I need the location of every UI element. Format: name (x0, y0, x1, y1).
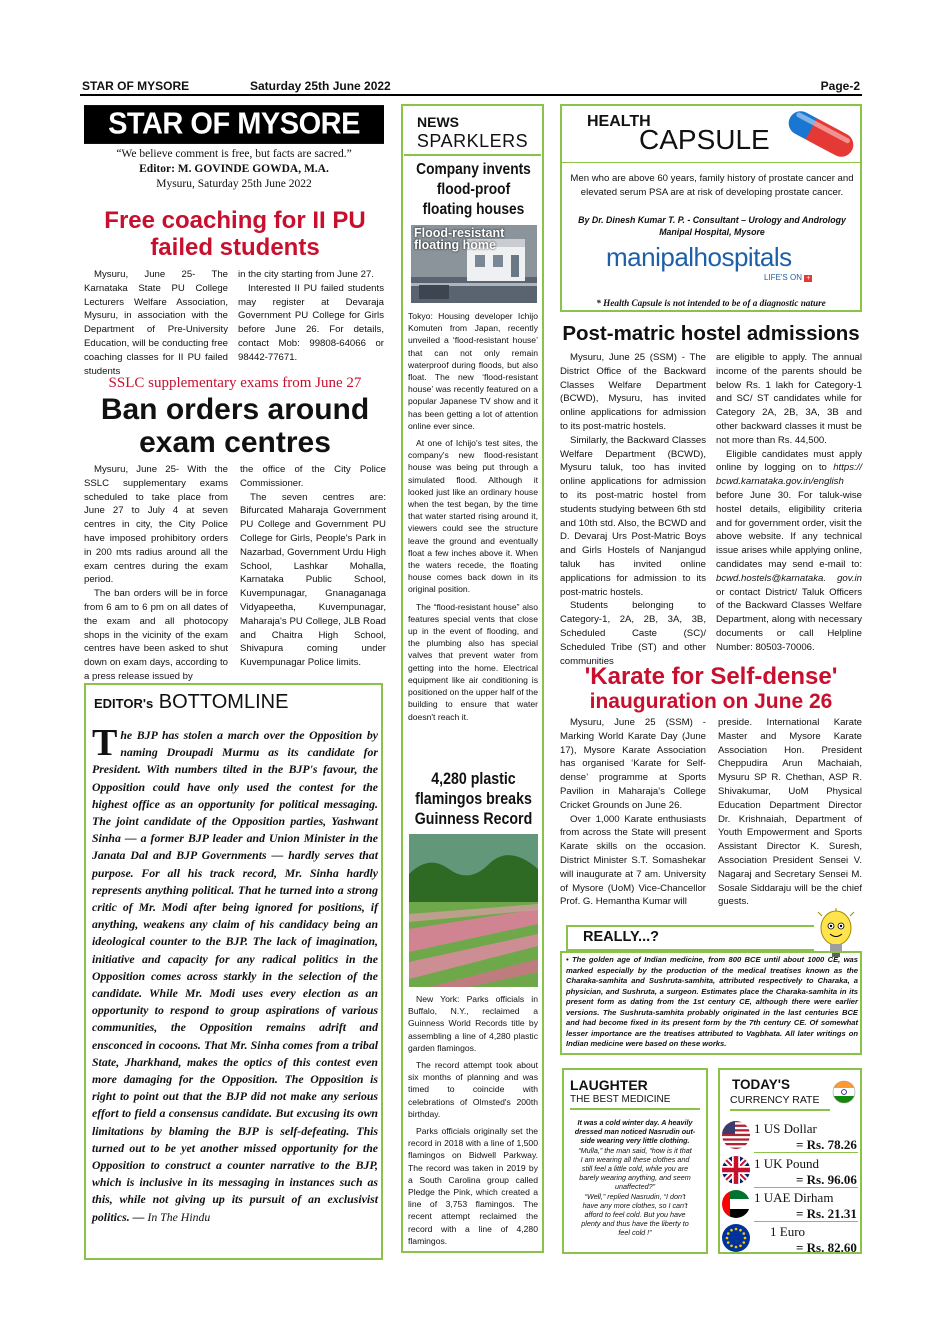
health-body: Men who are above 60 years, family history of prostate cancer and elevated serum PSA are at risk of developing prostate cancer. (570, 173, 854, 198)
flood-photo-caption: Flood-resistant floating home (414, 226, 505, 252)
hostel-website-link[interactable]: https:// bcwd.karnataka.gov.in/english (716, 462, 862, 488)
bottomline-second-line: by naming Droupadi Murmu as its candidate for (120, 728, 379, 760)
laughter-line-4: “Mulla,” the man said, “how is it that (578, 1145, 692, 1155)
header-page-number: Page-2 (820, 79, 860, 93)
aed-label: 1 UAE Dirham (754, 1190, 834, 1205)
hostel-email-link[interactable]: bcwd.hostels@karnataka. gov.in (716, 572, 862, 584)
sparkler1-p3: The “flood-resistant house” also features special vents that close up in the event of flooding, and the plumbing also has special valves that prevent water from getting into the home. Electrical equipment like air conditioning is positioned on the upper half of the building to ensure that water doesn't reach it. (408, 601, 538, 722)
hostel-text-3: Students belonging to Category-1, 2A, 2B, 3A, 3B, Scheduled Caste (SC)/ Scheduled Tribe (ST) and other communities (560, 600, 706, 667)
usd-value: = Rs. 78.26 (796, 1137, 857, 1152)
us-flag-icon (721, 1120, 751, 1150)
flamingo-image (409, 834, 538, 987)
karate-text-1: Mysuru, June 25 (SSM) - Marking World Karate Day (June 17), Mysore Karate Association has organised ‘Karate for Self-dense’ programme at Sports Pavilion in Maharaja's College Cricket Grounds on June 26. (560, 717, 706, 811)
health-label1: HEALTH (587, 113, 651, 130)
masthead-title: STAR OF MYSORE (84, 105, 384, 144)
exams-text-3: the office of the City Police Commissioner. (240, 464, 386, 489)
coaching-text-3: Interested II PU failed students may register at Devaraja Government PU College for Girls before June 26. For details, contact Mob: 99808-64066 or 98442-77671. (238, 282, 384, 363)
sparkler1-p2: At one of Ichijo's test sites, the company's new flood-resistant house was being put through a simulated flood. Although it looked just like an ordinary house when the test began, by the time that water started rising around it, viewers could see the structure leave the ground and eventually float a few inches above it. When the waters recede, the floating house comes back down in its original position. (408, 438, 538, 595)
bottomline-dropcap: T (92, 722, 118, 764)
coaching-headline (80, 207, 390, 261)
really-text: The golden age of Indian medicine, from 800 BCE until about 1000 CE, was marked especially by the production of the medical treatises known as the Charaka-samhita and Sushruta-samhita, attributed respectively to Charaka, a physician, and Sushruta, a surgeon. Estimates place the Charaka-samhita in its present form as dating from the 1st century CE, although there were earlier versions. The Sushruta-samhita probably originated in the last centuries BCE and had become fixed in its present form by the 7th century CE. Of somewhat lesser importance are the treatises attributed to Vagbhata. All later writings on Indian medicine were based on these works. (566, 955, 858, 1048)
aed-value: = Rs. 21.31 (796, 1206, 857, 1221)
health-byline-hospital: Manipal Hospital, Mysore (659, 227, 765, 237)
header-paper-name: STAR OF MYSORE (82, 79, 190, 93)
really-body (566, 955, 858, 1050)
bottomline-body (92, 722, 379, 1226)
coaching-headline-line2: failed students (150, 234, 320, 261)
gbp-label: 1 UK Pound (754, 1156, 820, 1171)
laughter-line-13: feel cold !” (618, 1228, 652, 1238)
currency-divider (754, 1152, 858, 1153)
page-header (80, 78, 862, 96)
plus-icon: + (806, 275, 811, 282)
laughter-line-9: “Well,” replied Nasrudin, “I don't (584, 1191, 686, 1201)
health-label2: CAPSULE (639, 124, 770, 155)
sparkler1-body (408, 310, 538, 723)
hostel-text-5: Eligible candidates must apply online by logging on to (716, 448, 862, 474)
laughter-line-5: I am wearing all these clothes and (580, 1154, 690, 1164)
masthead-block (84, 147, 384, 192)
currency-label1: TODAY'S (732, 1077, 790, 1092)
karate-text-2: Over 1,000 Karate enthusiasts from across the State will present Karate skills on the occasion. District Minister S.T. Somashekar will inaugurate at 7 am. University of Mysore (UoM) Vice-Chancellor Prof. G. Hemantha Kumar will (560, 813, 706, 908)
laughter-line-12: plenty and thus have the liberty to (581, 1219, 689, 1229)
eur-label: 1 Euro (770, 1224, 806, 1239)
sparkler2-body (408, 993, 538, 1247)
capsule-pill-icon (780, 108, 862, 160)
flood-house-photo (411, 225, 537, 303)
coaching-col2 (238, 268, 384, 365)
health-byline-doctor: By Dr. Dinesh Kumar T. P. - Consultant – Urology and Andrology (578, 215, 846, 225)
sparkler1-p1: Tokyo: Housing developer Ichijo Komuten from Japan, recently unveiled a ‘flood-resistant house’ that can not only remain waterproof during floods, but also float. The new ‘flood-resistant house’ was recently featured on a popular Japanese TV show and it has been getting a lot of attention online ever since. (408, 311, 538, 431)
sparkler2-p2: The record attempt took about six months of planning and was timed to coincide with celebrations of Olmsted's 200th birthday. (408, 1060, 538, 1119)
hostel-text-1: Mysuru, June 25 (SSM) - The District Office of the Backward Classes Welfare Department (BCWD), Mysuru, has invited online applications for admission to its post-matric hostels. (560, 352, 706, 432)
manipal-logo: manipalhospitals (606, 242, 792, 272)
bottomline-label-light: BOTTOMLINE (158, 691, 289, 713)
currency-divider (754, 1221, 858, 1222)
gbp-value: = Rs. 96.06 (796, 1172, 857, 1187)
exams-col1 (84, 463, 228, 684)
exams-headline-line1: Ban orders around (100, 393, 370, 426)
bottomline-label (94, 690, 374, 714)
header-date: Saturday 25th June 2022 (250, 79, 391, 93)
really-bullet-icon: • (566, 955, 569, 964)
manipal-tagline: LIFE'S ON (764, 273, 802, 282)
coaching-col1 (84, 268, 228, 378)
karate-headline (560, 664, 862, 714)
laughter-line-2: dressed man noticed Nasrudin out- (574, 1127, 696, 1137)
coaching-headline-line1: Free coaching for II PU (104, 207, 366, 234)
exams-text-4: The seven centres are: Bifurcated Maharaja Government PU College and Government PU College for Girls, People's Park in Nazarbad, Government Urdu High School, Lashkar Mohalla, Karnataka Public School, Kuvempunagar, Gnanaganaga Vidyapeetha, Kuvempunagar, Maharaja's PU College, JLB Road and Chaitra High School, Shivapura coming under Kuvempunagar Police limits. (240, 491, 386, 669)
coaching-text-1: Mysuru, June 25- The Karnataka State PU College Lecturers Welfare Association, Mysuru, in association with the Department of Pre-University Education, will be conducting free coaching classes for II PU failed students (84, 269, 228, 377)
hostel-text-4: are eligible to apply. The annual income of the parents should be below Rs. 1 lakh for Category-1 and SC/ ST candidates while for Category 2A, 2B, 3A, 3B and other backward classes it must be not more than Rs. 44,500. (716, 352, 862, 446)
currency-label2: CURRENCY RATE (730, 1094, 830, 1111)
exams-text-2: The ban orders will be in force from 6 am to 6 pm on all dates of the exam and all photocopy shops in the vicinity of the exam centres have been asked to shut down on exam days, according to a press release issued by (84, 588, 228, 682)
eu-flag-icon (721, 1223, 751, 1253)
india-flag-icon (832, 1080, 856, 1104)
usd-label: 1 US Dollar (754, 1121, 817, 1136)
bottomline-first-line: he BJP has stolen a march over the Opposition (120, 728, 363, 742)
karate-text-3: preside. International Karate Master and Mysore Karate Association Hon. President Cheppudira Arun Machaiah, Mysuru SP R. Chethan, ASP R. Shivakumar, UoM Physical Education Department Director Dr. Krishnaiah, Department of Youth Empowerment and Sports Assistant Director K. Suresh, Association President Sensei V. Nagaraj and Secretary Sensei M. Sosale Siddaraju will be the chief guests. (718, 717, 862, 908)
exams-kicker: SSLC supplementary exams from June 27 (108, 375, 362, 391)
karate-col2 (718, 716, 862, 909)
laughter-body (564, 1118, 706, 1238)
sparklers-label2: SPARKLERS (404, 131, 541, 156)
laughter-line-3: side wearing very little clothing. (580, 1136, 690, 1146)
masthead-motto: “We believe comment is free, but facts are sacred.” (116, 148, 352, 160)
sparkler2-p3: Parks officials originally set the record in 2018 with a line of 1,500 flamingos on Bidwell Parkway. The record was taken in 2019 by a South Carolina group called Pledge the Pink, which created a line of 3,753 flamingos. The recent attempt reclaimed the record with a line of 4,280 flamingos. (408, 1126, 538, 1246)
laughter-line-10: have any more clothes, so I can't (582, 1200, 688, 1210)
hostel-text-6: before June 30. For taluk-wise hostel details, eligibility criteria and for government order, visit the above website. If any technical issue arises while applying online, candidates may send e-mail to: (716, 489, 862, 570)
laughter-line-8: unaffected?” (615, 1182, 655, 1192)
exams-headline-line2: exam centres (139, 426, 331, 459)
bottomline-label-bold: EDITOR's (94, 696, 154, 711)
eur-value: = Rs. 82.60 (796, 1240, 857, 1255)
uk-flag-icon (721, 1155, 751, 1185)
manipal-logo-tag (764, 273, 812, 282)
health-byline (567, 214, 857, 238)
sparklers-label1: NEWS (417, 114, 459, 130)
sparkler2-p1: New York: Parks officials in Buffalo, N.Y., reclaimed a Guinness World Records title by assembling a line of 4,280 plastic garden flamingos. (408, 994, 538, 1053)
masthead-editor: Editor: M. GOVINDE GOWDA, M.A. (139, 163, 329, 175)
hostel-text-2: Similarly, the Backward Classes Welfare Department (BCWD), Mysuru taluk, too has invited online applications for admission to its post-matric hostel from students studying between 6th std and 10th std. Also, the BCWD and D. Devaraj Urs Post-Matric Boys and Girls Hostels of Nanjangud taluk has invited online applications for admission to its post-matric hostels. (560, 434, 706, 598)
sparkler1-headline: Company invents flood-proof floating houses (416, 161, 531, 218)
exams-col2 (240, 463, 386, 670)
sparkler2-headline: 4,280 plastic flamingos breaks Guinness Record (414, 770, 533, 828)
karate-headline-line2: inauguration on June 26 (589, 690, 833, 713)
hostel-text-7: or contact District/ Taluk Officers of the Backward Classes Welfare Department, along with necessary documents or call Helpline Number: 80503-70006. (716, 586, 862, 653)
exams-text-1: Mysuru, June 25- With the SSLC supplementary exams scheduled to take place from June 27 to July 4 at seven centres in city, the City Police have imposed prohibitory orders in 200 mts radius around all the exam centres during the exam period. (84, 464, 228, 586)
flamingo-photo (409, 834, 538, 987)
laughter-line-7: barely wearing anything, and seem (579, 1173, 691, 1183)
hostel-headline: Post-matric hostel admissions (562, 322, 860, 345)
laughter-label2: THE BEST MEDICINE (570, 1094, 700, 1110)
laughter-line-6: still feel a little cold, while you are (581, 1164, 689, 1174)
bottomline-source: In The Hindu (147, 1209, 211, 1224)
really-label: REALLY...? (583, 929, 660, 945)
hostel-col1 (560, 351, 706, 668)
laughter-line-11: afford to feel cold. But you have (584, 1210, 686, 1220)
karate-headline-line1: 'Karate for Self-dense' (584, 663, 838, 690)
exams-headline (80, 393, 390, 459)
bottomline-text: President. With numbers tilted in the BJP's favour, the Opposition could have only used the contest for the highest office as an opportunity for political messaging. The joint candidate of the Opposition parties, Yashwant Sinha — a former BJP leader and Union Minister in the Janata Dal and BJP Governments — hardly serves that purpose. For all his track record, Mr. Sinha hardly represents anything political. That he turned into a strong critic of Mr. Modi after being ignored for positions, if anything, weakens any claim of his candidacy being an ideological counter to the BJP. The lack of imagination, initiative and capacity for any radical politics in the Opposition comes across starkly in the selection of the candidate. While Mr. Modi uses every election as an opportunity to respond to group aspirations of various communities, the Opposition remains adrift and ensconced in cocoons. That Mr. Sinha comes from a tribal State, Jharkhand, makes the optics of this contest even more damaging for the Opposition. The Opposition is right to point out that the BJP did not make any serious effort to field a consensus candidate. But excusing its own limitations by blaming the BJP is self-defeating. This turned out to be yet another missed opportunity for the Opposition to construct a counter narrative to the BJP, which is inclusive in its messaging in instances such as this, while not giving up its pursuit of an exclusivist politics. — (92, 762, 378, 1224)
hostel-col2 (716, 351, 862, 655)
uae-flag-icon (721, 1189, 751, 1219)
currency-divider (754, 1187, 858, 1188)
karate-col1 (560, 716, 706, 909)
masthead-dateline: Mysuru, Saturday 25th June 2022 (156, 178, 312, 190)
laughter-label1: LAUGHTER (570, 1077, 648, 1093)
coaching-text-2: in the city starting from June 27. (238, 269, 374, 280)
bottomline-tag (84, 683, 383, 719)
health-disclaimer: * Health Capsule is not intended to be of a diagnostic nature (596, 298, 826, 308)
laughter-line-1: It was a cold winter day. A heavily (577, 1118, 693, 1127)
